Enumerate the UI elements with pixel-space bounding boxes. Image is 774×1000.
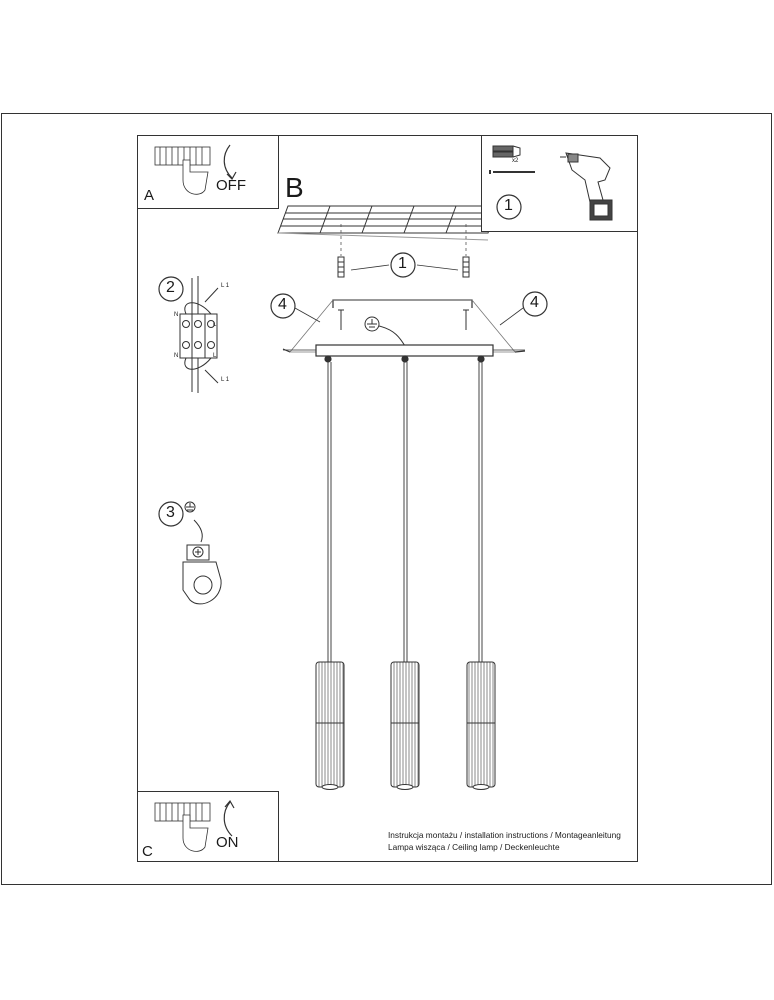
- callout-2-label: 2: [166, 279, 175, 296]
- callout-3-label: 3: [166, 504, 175, 521]
- step-b-letter: B: [285, 172, 304, 203]
- callout-1-label-tools: 1: [504, 197, 513, 214]
- step-a-letter: A: [144, 187, 155, 204]
- wire-label-n-top: N: [174, 312, 179, 318]
- wire-label-l-top: L: [213, 322, 217, 328]
- wire-label-l1-bottom: L 1: [221, 377, 230, 383]
- wire-label-n-bottom: N: [174, 353, 179, 359]
- footer-instructions: Instrukcja montażu / installation instructions / Montageanleitung: [388, 830, 621, 840]
- step-c-letter: C: [142, 843, 153, 860]
- wire-label-l1-top: L 1: [221, 283, 230, 289]
- wire-label-l-bottom: L: [213, 353, 217, 359]
- step-c-action: ON: [216, 834, 239, 851]
- power-drill-icon: [560, 153, 612, 220]
- plug-quantity: x2: [512, 158, 519, 164]
- callout-4-label-left: 4: [278, 296, 287, 313]
- step-a-action: OFF: [216, 177, 246, 194]
- footer-product: Lampa wisząca / Ceiling lamp / Deckenleuchte: [388, 842, 560, 852]
- callout-4-label-right: 4: [530, 294, 539, 311]
- callout-1-label-main: 1: [398, 255, 407, 272]
